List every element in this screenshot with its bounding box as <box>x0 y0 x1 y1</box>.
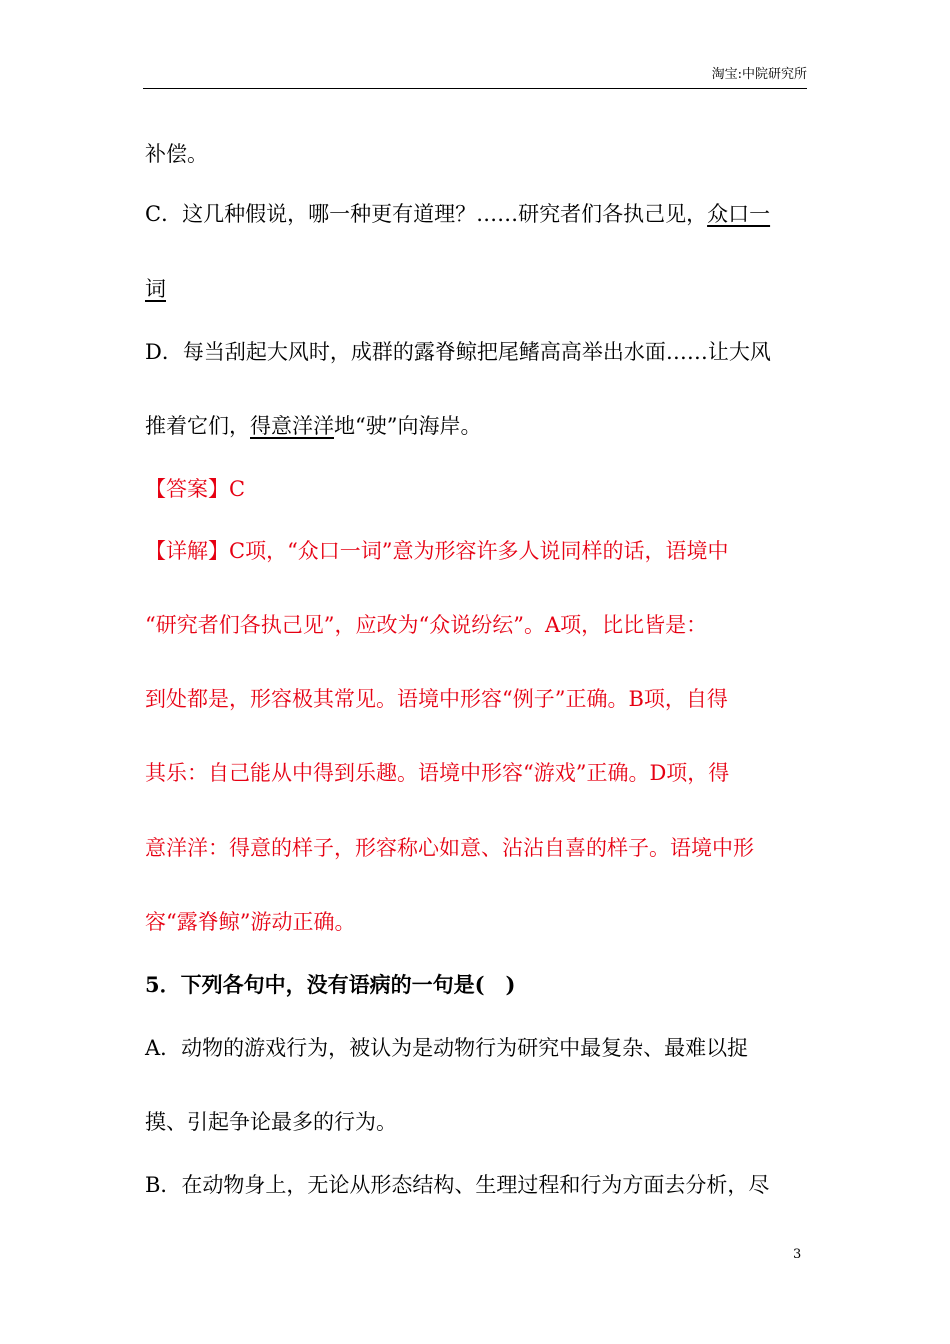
explanation-line <box>145 537 729 565</box>
line-text: 补偿。 <box>145 142 208 166</box>
header-text: 淘宝:中院研究所 <box>711 67 807 82</box>
page-number: 3 <box>793 1247 802 1262</box>
explanation-text: 其乐：自己能从中得到乐趣。语境中形容“游戏”正确。D项，得 <box>145 761 730 785</box>
text-line <box>145 140 208 168</box>
explanation-line <box>145 908 355 936</box>
explanation-text: 容“露脊鲸”游动正确。 <box>145 910 356 934</box>
explanation-text: “研究者们各执己见”，应改为“众说纷纭”。A项，比比皆是： <box>145 613 708 637</box>
answer-text: 【答案】C <box>145 477 246 501</box>
explanation-line <box>145 611 707 639</box>
option-c-line <box>145 200 770 228</box>
explanation-text: 意洋洋：得意的样子，形容称心如意、沾沾自喜的样子。语境中形 <box>145 836 754 860</box>
line-text: 推着它们， <box>145 414 250 438</box>
line-text: A．动物的游戏行为，被认为是动物行为研究中最复杂、最难以捉 <box>145 1036 749 1060</box>
option-d-continuation <box>145 412 481 440</box>
explanation-line <box>145 759 729 787</box>
line-text: 摸、引起争论最多的行为。 <box>145 1110 397 1134</box>
underlined-idiom: 得意洋洋 <box>250 414 334 438</box>
underlined-idiom: 众口一 <box>707 202 771 226</box>
option-b-line <box>145 1171 769 1199</box>
page-header <box>143 66 807 89</box>
option-c-continuation <box>145 275 166 303</box>
question-text: 5．下列各句中，没有语病的一句是( ) <box>145 972 516 997</box>
explanation-text: 【详解】C项，“众口一词”意为形容许多人说同样的话，语境中 <box>145 539 729 563</box>
line-text: B．在动物身上，无论从形态结构、生理过程和行为方面去分析，尽 <box>145 1173 770 1197</box>
underlined-idiom: 词 <box>145 277 166 301</box>
question-5 <box>145 971 515 999</box>
answer-line <box>145 475 245 503</box>
option-a-line <box>145 1034 748 1062</box>
explanation-line <box>145 685 728 713</box>
option-a-continuation <box>145 1108 397 1136</box>
line-text: D．每当刮起大风时，成群的露脊鲸把尾鳍高高举出水面……让大风 <box>145 340 771 364</box>
explanation-line <box>145 834 754 862</box>
line-text: 地“驶”向海岸。 <box>334 414 482 438</box>
explanation-text: 到处都是，形容极其常见。语境中形容“例子”正确。B项，自得 <box>145 687 728 711</box>
option-d-line <box>145 338 771 366</box>
line-text: C．这几种假说，哪一种更有道理？……研究者们各执己见， <box>145 202 708 226</box>
